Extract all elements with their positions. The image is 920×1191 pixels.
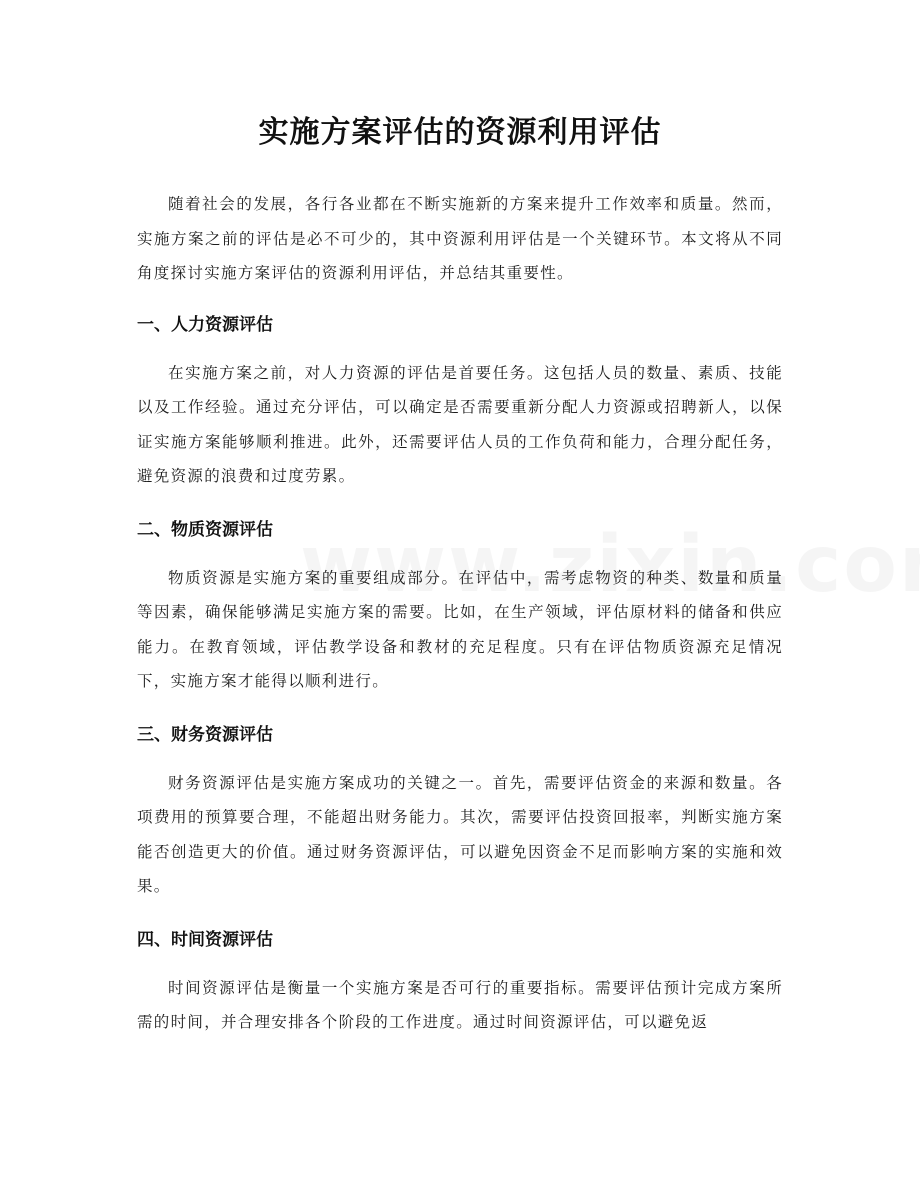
section-heading: 一、人力资源评估 — [137, 314, 273, 335]
section-human-resources — [137, 308, 783, 494]
section-body: 时间资源评估是衡量一个实施方案是否可行的重要指标。需要评估预计完成方案所需的时间，并合理安排各个阶段的工作进度。通过时间资源评估，可以避免返 — [137, 978, 783, 1031]
section-body: 物质资源是实施方案的重要组成部分。在评估中，需考虑物资的种类、数量和质量等因素，确保能够满足实施方案的需要。比如，在生产领域，评估原材料的储备和供应能力。在教育领域，评估教学设备和教材的充足程度。只有在评估物质资源充足情况下，实施方案才能得以顺利进行。 — [137, 568, 783, 690]
section-material-resources — [137, 513, 783, 699]
section-heading: 二、物质资源评估 — [137, 519, 273, 540]
section-body: 在实施方案之前，对人力资源的评估是首要任务。这包括人员的数量、素质、技能以及工作经验。通过充分评估，可以确定是否需要重新分配人力资源或招聘新人，以保证实施方案能够顺利推进。此外，还需要评估人员的工作负荷和能力，合理分配任务，避免资源的浪费和过度劳累。 — [137, 363, 783, 485]
section-heading: 四、时间资源评估 — [137, 929, 273, 950]
section-time-resources — [137, 923, 783, 1040]
section-heading: 三、财务资源评估 — [137, 724, 273, 745]
document-title: 实施方案评估的资源利用评估 — [258, 115, 662, 150]
section-financial-resources — [137, 718, 783, 904]
intro-paragraph: 随着社会的发展，各行各业都在不断实施新的方案来提升工作效率和质量。然而，实施方案之前的评估是必不可少的，其中资源利用评估是一个关键环节。本文将从不同角度探讨实施方案评估的资源利用评估，并总结其重要性。 — [137, 195, 783, 282]
section-body: 财务资源评估是实施方案成功的关键之一。首先，需要评估资金的来源和数量。各项费用的预算要合理，不能超出财务能力。其次，需要评估投资回报率，判断实施方案能否创造更大的价值。通过财务资源评估，可以避免因资金不足而影响方案的实施和效果。 — [137, 773, 783, 895]
